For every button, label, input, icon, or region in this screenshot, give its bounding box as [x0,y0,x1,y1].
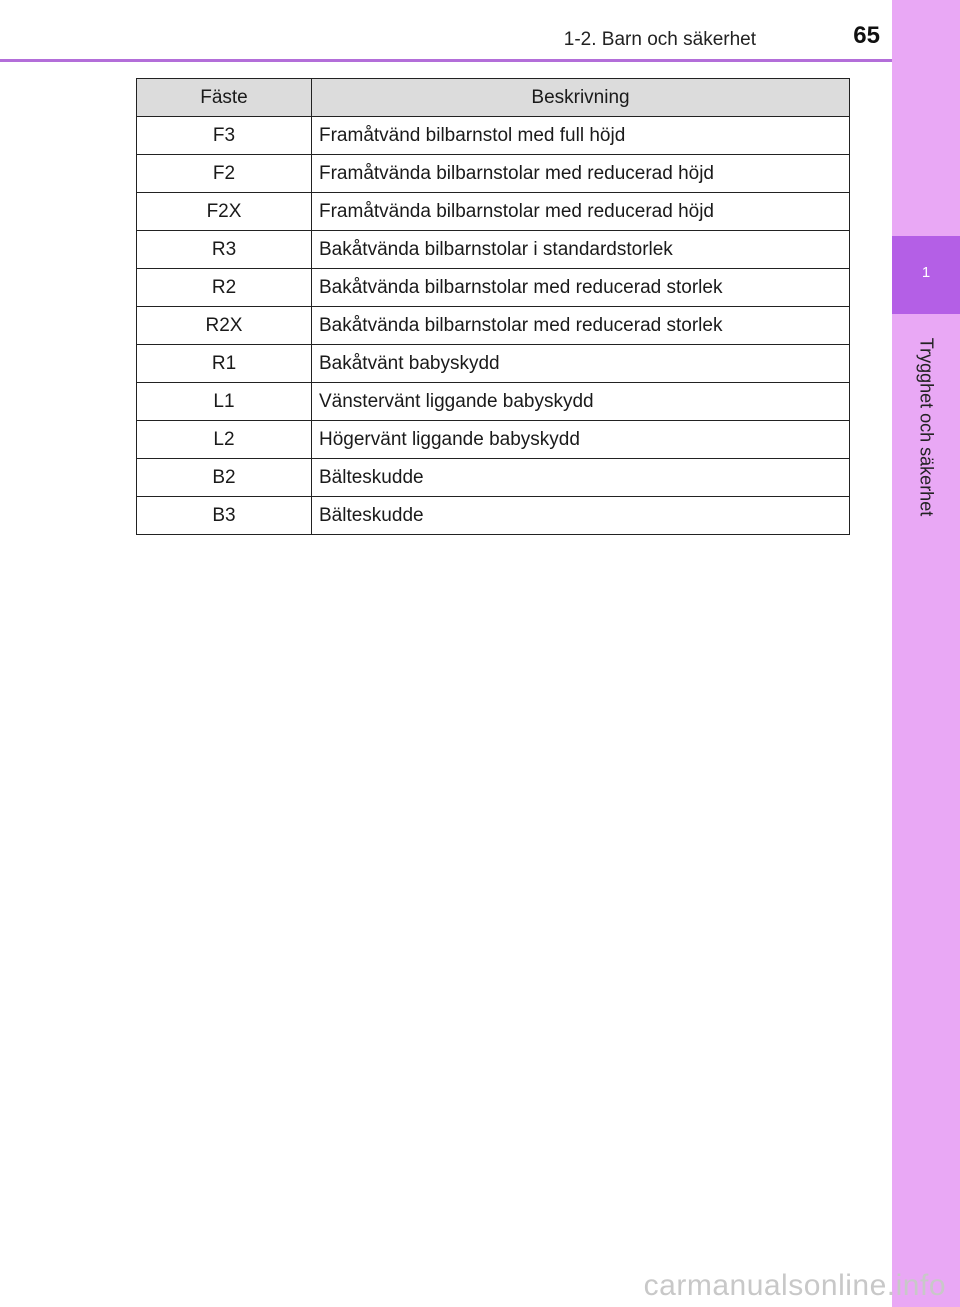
table-row [137,345,850,383]
page-header [0,0,892,62]
table-row [137,155,850,193]
table-row [137,383,850,421]
fastening-code: L1 [137,383,312,421]
chapter-number: 1 [921,264,931,281]
fastening-code: F2 [137,155,312,193]
table-body [137,117,850,535]
chapter-title: Trygghet och säkerhet [916,337,937,517]
fastening-description: Bälteskudde [312,497,850,535]
fastening-code: F3 [137,117,312,155]
fastening-code: B2 [137,459,312,497]
fastening-description: Vänstervänt liggande babyskydd [312,383,850,421]
fastening-description: Framåtvända bilbarnstolar med reducerad höjd [312,155,850,193]
fastening-code: L2 [137,421,312,459]
fastening-code: R2 [137,269,312,307]
section-title: 1-2. Barn och säkerhet [563,29,756,50]
fastening-description: Bakåtvända bilbarnstolar med reducerad storlek [312,307,850,345]
table-row [137,421,850,459]
fastening-description: Högervänt liggande babyskydd [312,421,850,459]
table-row [137,497,850,535]
table-header-row [137,79,850,117]
column-header-description: Beskrivning [312,79,850,117]
table-row [137,193,850,231]
column-header-fastening: Fäste [137,79,312,117]
table-row [137,117,850,155]
chapter-marker [892,236,960,314]
fastening-description: Bakåtvända bilbarnstolar med reducerad storlek [312,269,850,307]
fastening-description: Bakåtvänt babyskydd [312,345,850,383]
header-divider [0,59,892,62]
table-row [137,231,850,269]
fastening-code: B3 [137,497,312,535]
fastening-table [136,78,850,535]
table-row [137,269,850,307]
fastening-description: Framåtvända bilbarnstolar med reducerad höjd [312,193,850,231]
fastening-code: F2X [137,193,312,231]
table-row [137,307,850,345]
chapter-side-tab [892,0,960,1307]
fastening-description: Bakåtvända bilbarnstolar i standardstorlek [312,231,850,269]
fastening-description: Bälteskudde [312,459,850,497]
fastening-code: R3 [137,231,312,269]
page-number: 65 [853,22,880,49]
fastening-code: R1 [137,345,312,383]
footer-watermark: carmanualsonline.info [643,1269,946,1302]
table-row [137,459,850,497]
fastening-code: R2X [137,307,312,345]
fastening-description: Framåtvänd bilbarnstol med full höjd [312,117,850,155]
